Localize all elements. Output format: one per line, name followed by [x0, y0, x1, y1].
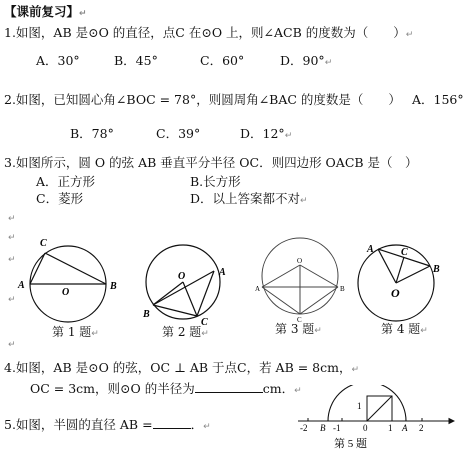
caption-figure-2: 第 2 题↵	[162, 325, 209, 339]
fig4-label-c: C	[401, 247, 408, 258]
margin-return-1: ↵	[8, 214, 16, 224]
fig1-label-c: C	[40, 238, 47, 249]
q1-option-d: D．90°↵	[280, 53, 333, 68]
fig2-label-c: C	[201, 317, 208, 328]
q3-option-a: A．正方形	[36, 174, 96, 189]
fig4-radius-ob	[396, 266, 430, 283]
fig4-label-b: B	[433, 264, 440, 275]
fig3-label-b: B	[340, 285, 345, 293]
fig3-segment-ob	[300, 265, 338, 287]
q3-option-b: B.长方形	[190, 174, 241, 189]
fig2-radius-oc	[183, 282, 197, 316]
question-5-stem: 5.如图，半圆的直径 AB = ．↵	[4, 417, 211, 432]
fig5-diagonal	[367, 396, 392, 421]
fig5-tick-label-b: B	[320, 423, 326, 433]
fig1-label-b: B	[110, 281, 117, 292]
fig5-tick-label-neg2: -2	[300, 423, 308, 433]
fig5-caption: 第 5 题	[334, 438, 367, 450]
q4-answer-blank[interactable]	[195, 380, 263, 393]
fig2-label-b: B	[143, 309, 150, 320]
fig3-segment-oa	[262, 265, 300, 287]
caption-figure-4: 第 4 题↵	[381, 322, 428, 336]
question-2-stem: 2.如图，已知圆心角∠BOC = 78°，则圆周角∠BAC 的度数是（ ）	[4, 92, 401, 107]
fig2-label-o: O	[178, 271, 186, 282]
fig2-chord-ac	[197, 271, 214, 316]
margin-return-2: ↵	[8, 233, 16, 243]
question-1-stem: 1.如图，AB 是⊙O 的直径，点C 在⊙O 上，则∠ACB 的度数为（ ）↵	[4, 25, 414, 40]
fig5-tick-label-2: 2	[419, 423, 424, 433]
fig2-radius-ob	[153, 282, 183, 305]
q1-option-c: C．60°	[200, 53, 245, 68]
fig3-segment-bc	[300, 287, 338, 314]
margin-return-5: ↵	[8, 340, 16, 350]
fig5-tick-label-0: 0	[363, 423, 368, 433]
fig3-label-o: O	[297, 257, 303, 265]
q2-option-b: B．78°	[70, 126, 114, 141]
figure-4	[358, 244, 440, 321]
fig3-label-c: C	[297, 316, 302, 324]
fig5-tick-label-a: A	[402, 423, 408, 433]
fig2-label-a: A	[219, 267, 226, 278]
fig5-tick-label-neg1: -1	[333, 423, 341, 433]
q3-option-d: D．以上答案都不对↵	[190, 191, 308, 206]
margin-return-4: ↵	[8, 295, 16, 305]
q1-option-a: A．30°	[36, 53, 80, 68]
fig1-label-a: A	[18, 280, 25, 291]
fig4-label-a: A	[367, 244, 374, 255]
return-mark: ↵	[79, 9, 87, 19]
figure-2	[142, 245, 226, 328]
q1-option-b: B．45°	[114, 53, 158, 68]
caption-figure-1: 第 1 题↵	[52, 325, 99, 339]
margin-return-3: ↵	[8, 255, 16, 265]
question-4-line-1: 4.如图，AB 是⊙O 的弦，OC ⊥ AB 于点C，若 AB = 8cm，↵	[4, 360, 360, 375]
figure-1	[17, 238, 117, 322]
fig3-label-a: A	[255, 285, 261, 293]
fig1-chord-cb	[45, 253, 106, 284]
fig3-segment-ac	[262, 287, 300, 314]
caption-figure-3: 第 3 题↵	[275, 322, 322, 336]
section-header	[4, 4, 87, 22]
q3-option-c: C．菱形	[36, 191, 84, 206]
fig1-label-o: O	[62, 287, 70, 298]
fig4-label-o: O	[391, 286, 400, 300]
question-3-stem: 3.如图所示，圆 O 的弦 AB 垂直平分半径 OC．则四边形 OACB 是（ ）	[4, 155, 418, 170]
header-text: 【课前复习】	[4, 4, 80, 19]
fig5-label-one: 1	[357, 401, 362, 411]
q2-option-c: C．39°	[156, 126, 201, 141]
q2-option-a: A．156°	[412, 92, 464, 107]
fig1-chord-ac	[30, 253, 45, 284]
figure-3	[255, 238, 345, 324]
q2-option-d: D．12°↵	[240, 126, 293, 141]
q5-answer-blank[interactable]	[153, 416, 191, 429]
question-4-line-2: OC = 3cm，则⊙O 的半径为 cm．↵	[30, 381, 302, 396]
fig5-tick-label-1: 1	[388, 423, 393, 433]
figure-5	[290, 385, 460, 451]
